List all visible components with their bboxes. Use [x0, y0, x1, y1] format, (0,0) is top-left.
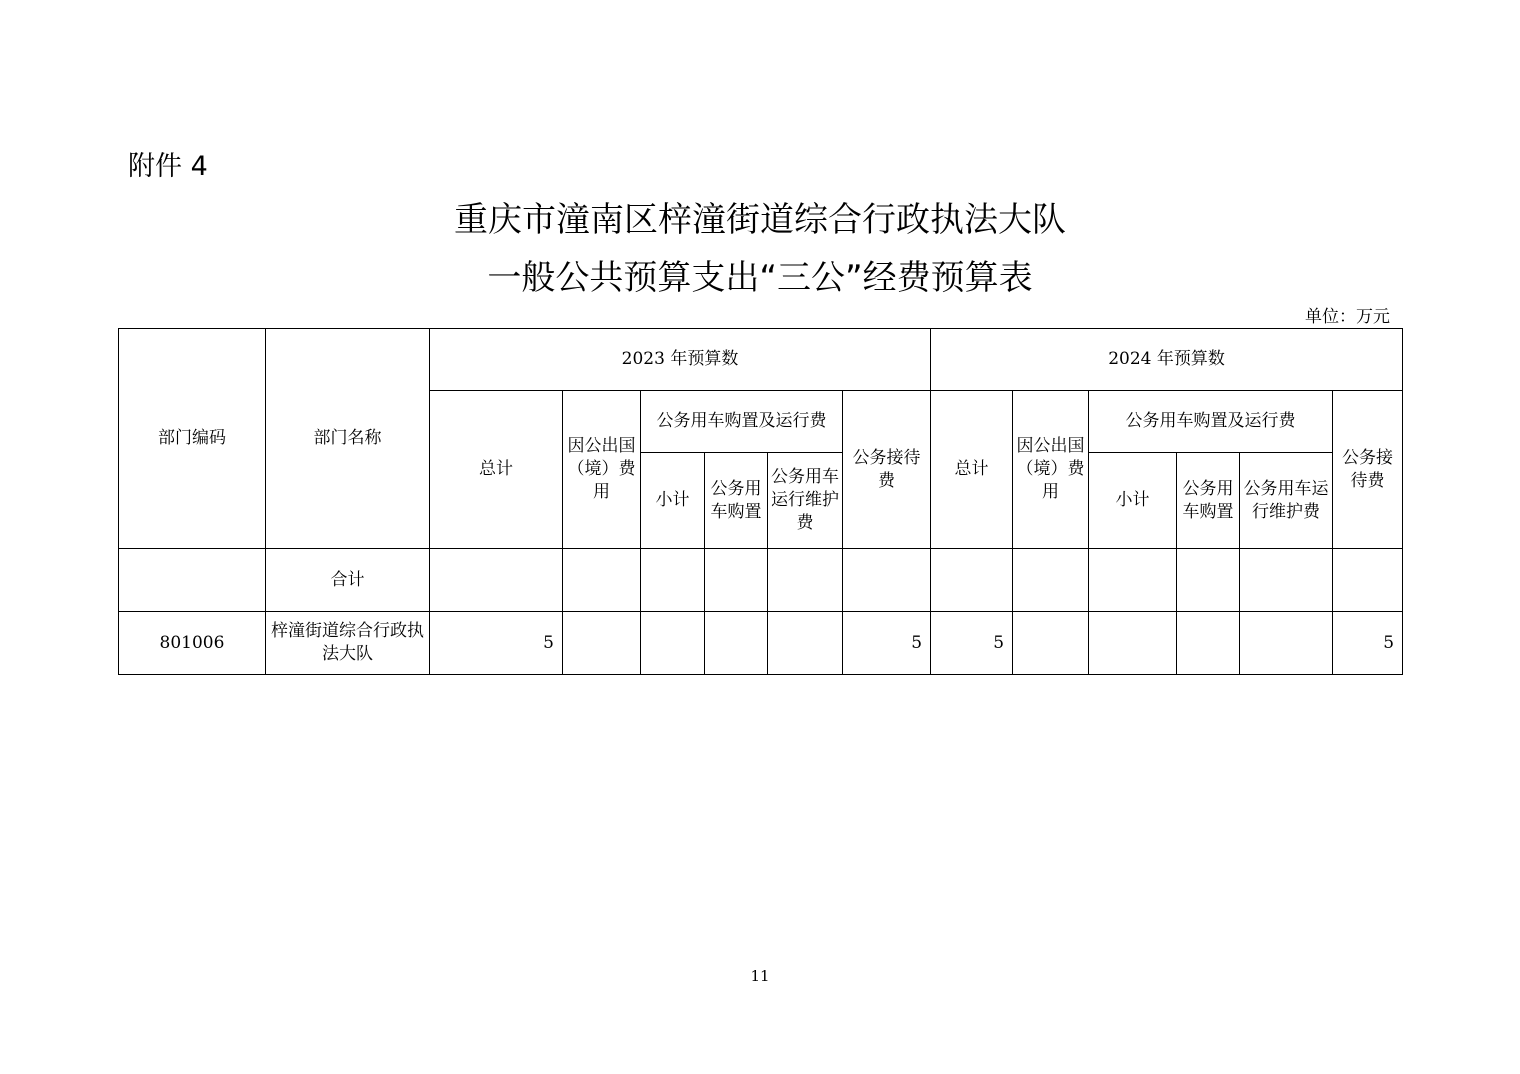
cell-2023-subtotal — [641, 549, 705, 612]
cell-code: 801006 — [119, 612, 266, 675]
header-2024-total: 总计 — [931, 391, 1013, 549]
header-2024-abroad: 因公出国（境）费用 — [1013, 391, 1089, 549]
cell-2024-abroad — [1013, 612, 1089, 675]
cell-2024-purchase — [1177, 549, 1240, 612]
cell-2023-reception: 5 — [843, 612, 931, 675]
header-2024-purchase: 公务用车购置 — [1177, 453, 1240, 549]
cell-2023-maintenance — [768, 612, 843, 675]
cell-2023-total: 5 — [430, 612, 563, 675]
header-row-1 — [119, 329, 1403, 391]
unit-label: 单位：万元 — [1305, 307, 1390, 327]
cell-2023-reception — [843, 549, 931, 612]
cell-2023-purchase — [705, 549, 768, 612]
cell-2023-total — [430, 549, 563, 612]
cell-2024-subtotal — [1089, 612, 1177, 675]
header-2023-subtotal: 小计 — [641, 453, 705, 549]
cell-2024-abroad — [1013, 549, 1089, 612]
header-2023-reception: 公务接待费 — [843, 391, 931, 549]
header-2023-purchase: 公务用车购置 — [705, 453, 768, 549]
header-2024-maintenance: 公务用车运行维护费 — [1240, 453, 1333, 549]
header-2023-abroad: 因公出国（境）费用 — [563, 391, 641, 549]
header-2023-maintenance: 公务用车运行维护费 — [768, 453, 843, 549]
header-2024-vehicle: 公务用车购置及运行费 — [1089, 391, 1333, 453]
page-number: 11 — [750, 967, 770, 985]
table-row — [119, 612, 1403, 675]
header-year-2023: 2023 年预算数 — [430, 329, 931, 391]
header-2024-reception: 公务接待费 — [1333, 391, 1403, 549]
cell-2024-reception: 5 — [1333, 612, 1403, 675]
budget-table — [118, 328, 1403, 675]
cell-2024-total: 5 — [931, 612, 1013, 675]
cell-2023-abroad — [563, 549, 641, 612]
cell-2024-reception — [1333, 549, 1403, 612]
cell-2024-purchase — [1177, 612, 1240, 675]
cell-2023-purchase — [705, 612, 768, 675]
header-2023-total: 总计 — [430, 391, 563, 549]
cell-2024-maintenance — [1240, 612, 1333, 675]
cell-2023-subtotal — [641, 612, 705, 675]
header-dept-code: 部门编码 — [119, 329, 266, 549]
cell-2024-subtotal — [1089, 549, 1177, 612]
table-row-total — [119, 549, 1403, 612]
header-year-2024: 2024 年预算数 — [931, 329, 1403, 391]
title-line-2: 一般公共预算支出“三公”经费预算表 — [487, 258, 1033, 298]
header-2023-vehicle: 公务用车购置及运行费 — [641, 391, 843, 453]
cell-name: 合计 — [266, 549, 430, 612]
cell-2023-abroad — [563, 612, 641, 675]
cell-2023-maintenance — [768, 549, 843, 612]
cell-2024-total — [931, 549, 1013, 612]
title-line-1: 重庆市潼南区梓潼街道综合行政执法大队 — [454, 200, 1066, 240]
cell-code — [119, 549, 266, 612]
cell-2024-maintenance — [1240, 549, 1333, 612]
header-dept-name: 部门名称 — [266, 329, 430, 549]
attachment-label: 附件 4 — [128, 151, 208, 182]
header-2024-subtotal: 小计 — [1089, 453, 1177, 549]
cell-name: 梓潼街道综合行政执法大队 — [266, 612, 430, 675]
